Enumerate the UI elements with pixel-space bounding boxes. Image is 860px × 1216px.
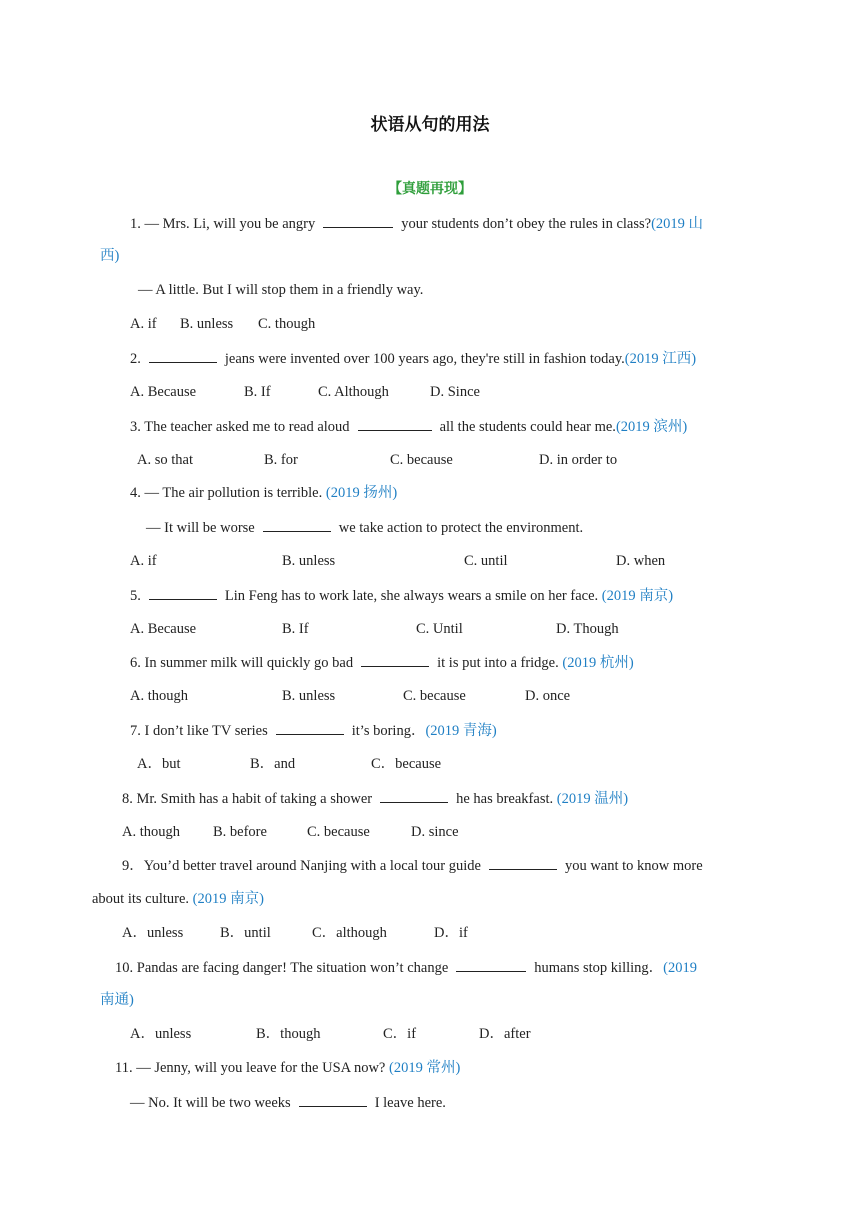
question-11-reply-cont: I leave here. [374,1095,446,1111]
option-d: D. Since [430,384,480,400]
question-6-stem [130,652,634,673]
option-a: A. if [130,316,157,332]
answer-blank [358,416,432,431]
option-c: C．if [383,1026,417,1042]
question-9-stem [122,855,703,876]
question-3-text-cont: all the students could hear me. [439,419,616,435]
question-7-options [137,754,441,774]
question-5-options [130,619,619,639]
question-2-source: (2019 江西) [624,351,697,367]
question-6-text-cont: it is put into a fridge. [437,655,559,671]
option-c: C．because [371,756,442,772]
option-a: A．unless [122,925,184,941]
question-3-stem [130,416,687,437]
question-9-source: (2019 南京) [192,891,264,907]
question-1-stem [130,213,703,234]
option-a: A. though [130,688,188,704]
answer-blank [149,585,217,600]
answer-blank [299,1092,367,1107]
question-9-text: 9．You’d better travel around Nanjing with a local tour guide [122,858,481,874]
question-4-text: 4. — The air pollution is terrible. [130,485,323,501]
option-b: B. unless [180,316,234,332]
answer-blank [323,213,393,228]
option-d: D. in order to [539,452,618,468]
question-3-options [137,450,617,470]
question-3-source: (2019 滨州) [615,419,688,435]
question-9-options [122,923,468,943]
question-7-text: 7. I don’t like TV series [130,723,268,739]
option-d: D. since [411,824,459,840]
question-10-text-cont: humans stop killing． [534,960,664,976]
question-9-stem-cont [92,889,264,909]
question-8-options [122,822,459,842]
answer-blank [489,855,557,870]
question-8-text: 8. Mr. Smith has a habit of taking a shower [122,791,373,807]
option-a: A．but [137,756,181,772]
question-10-source-cont: 南通) [100,992,134,1008]
option-b: B. unless [282,688,336,704]
question-10-options [130,1024,531,1044]
option-c: C. because [390,452,453,468]
question-11-stem [115,1058,460,1078]
answer-blank [263,517,331,532]
question-4-stem [130,483,397,503]
question-8-text-cont: he has breakfast. [456,791,554,807]
option-c: C．although [312,925,387,941]
option-c: C. until [464,553,508,569]
option-a: A. so that [137,452,193,468]
answer-blank [380,788,448,803]
option-d: D．after [479,1026,531,1042]
question-8-source: (2019 温州) [556,791,629,807]
question-5-text-cont: Lin Feng has to work late, she always wears a smile on her face. [224,588,599,604]
option-a: A. though [122,824,180,840]
option-c: C. Although [318,384,389,400]
question-6-source: (2019 杭州) [562,655,634,671]
question-2-options [130,382,480,402]
option-b: B. If [282,621,309,637]
question-11-source: (2019 常州) [388,1060,461,1076]
option-a: A. if [130,553,157,569]
option-c: C. Until [416,621,463,637]
question-1-text-cont: your students don’t obey the rules in class? [401,216,652,232]
question-5-text: 5. [130,588,141,604]
question-1-text: 1. — Mrs. Li, will you be angry [130,216,316,232]
question-8-stem [122,788,628,809]
option-b: B. before [213,824,267,840]
question-5-stem [130,585,673,606]
option-d: D. Though [556,621,619,637]
question-2-text-cont: jeans were invented over 100 years ago, they're still in fashion today. [224,351,625,367]
question-4-options [130,551,665,571]
option-a: A. Because [130,384,197,400]
question-9-text-cont: you want to know more [564,858,703,874]
question-1-reply: — A little. But I will stop them in a friendly way. [138,282,424,298]
option-b: B. unless [282,553,336,569]
answer-blank [149,348,217,363]
question-7-stem [130,720,497,741]
question-5-source: (2019 南京) [601,588,674,604]
option-d: D．if [434,925,468,941]
option-b: B. If [244,384,271,400]
option-b: B．until [220,925,271,941]
option-a: A．unless [130,1026,192,1042]
question-7-text-cont: it’s boring． [351,723,426,739]
question-6-text: 6. In summer milk will quickly go bad [130,655,354,671]
option-b: B. for [264,452,298,468]
question-11-reply [130,1092,446,1113]
section-heading: 【真题再现】 [388,181,472,197]
option-b: B．though [256,1026,321,1042]
option-c: C. because [403,688,466,704]
question-1-source: (2019 山 [651,216,704,232]
option-d: D. once [525,688,571,704]
question-1-source-cont: 西) [100,248,120,264]
question-4-reply-text: — It will be worse [146,520,255,536]
option-c: C. though [258,316,316,332]
question-4-source: (2019 扬州) [325,485,398,501]
document-title: 状语从句的用法 [370,115,490,135]
answer-blank [361,652,429,667]
question-4-reply [146,517,583,538]
question-2-stem [130,348,696,369]
option-d: D. when [616,553,666,569]
option-b: B．and [250,756,296,772]
answer-blank [456,957,526,972]
question-7-source: (2019 青海) [425,723,497,739]
question-3-text: 3. The teacher asked me to read aloud [130,419,350,435]
question-1-options [130,314,315,334]
question-9-text-line2: about its culture. [92,891,190,907]
question-6-options [130,686,570,706]
question-10-stem [115,957,697,978]
question-10-source: (2019 [663,960,698,976]
question-2-text: 2. [130,351,141,367]
question-11-reply-text: — No. It will be two weeks [130,1095,291,1111]
question-4-reply-cont: we take action to protect the environment. [338,520,584,536]
question-10-text: 10. Pandas are facing danger! The situation won’t change [115,960,449,976]
answer-blank [276,720,344,735]
option-a: A. Because [130,621,197,637]
option-c: C. because [307,824,370,840]
question-11-text: 11. — Jenny, will you leave for the USA now? [115,1060,386,1076]
